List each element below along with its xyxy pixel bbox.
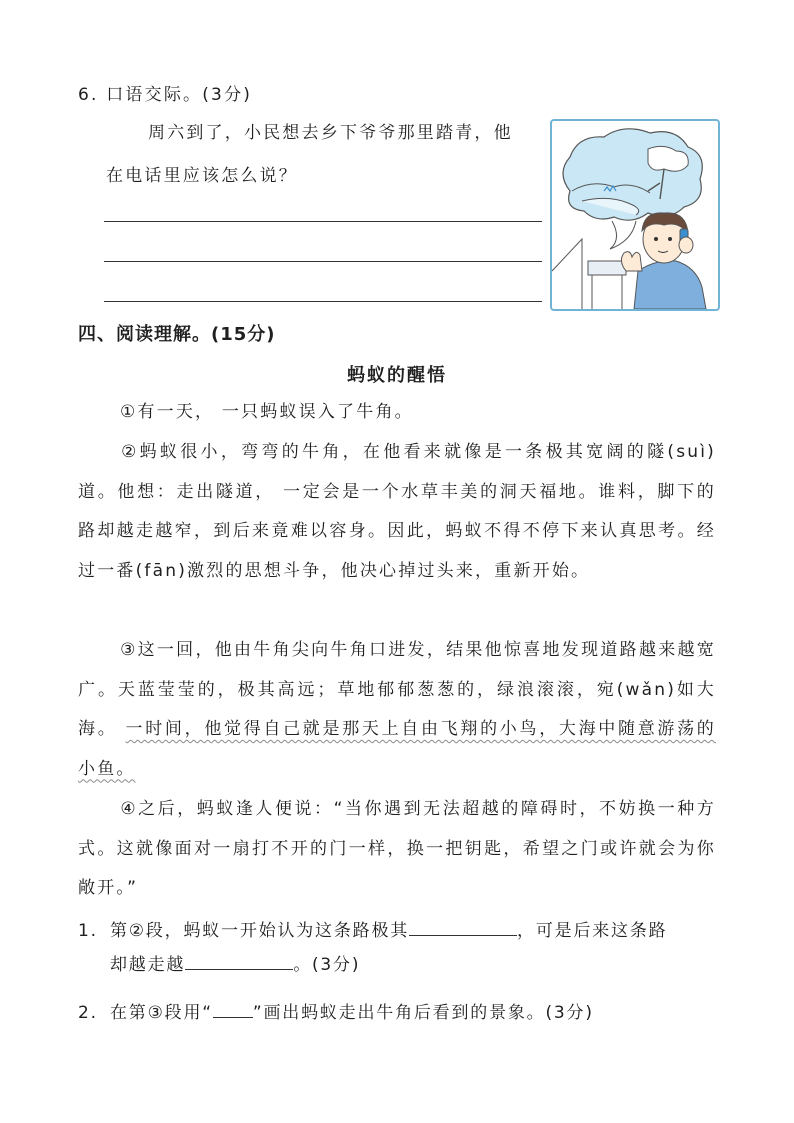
q6-prompt-line1: 周六到了，小民想去乡下爷爷那里踏青，他 (148, 123, 513, 143)
question-1 (78, 914, 718, 982)
q1-blank-1[interactable] (409, 919, 517, 936)
p2-text: ②蚂蚁很小，弯弯的牛角，在他看来就像是一条极其宽阔的隧(suì)道。他想：走出隧道， 一定会是一个水草丰美的洞天福地。谁料，脚下的路却越走越窄，到后来竟难以容身。因此，蚂蚁不得不停下来认真思考。经过一番(fān)激烈的思想斗争，他决心掉过头来，重新开始。 (78, 442, 716, 581)
p4-text: ④之后，蚂蚁逢人便说：“当你遇到无法超越的障碍时，不妨换一种方式。这就像面对一扇打不开的门一样，换一把钥匙，希望之门或许就会为你敞开。” (78, 799, 716, 898)
q2-number: 2. (78, 1003, 98, 1023)
question-2 (78, 996, 718, 1030)
boy-eye-right (668, 237, 672, 241)
passage-paragraph-2 (78, 433, 716, 591)
passage-title: 蚂蚁的醒悟 (347, 365, 447, 386)
answer-line-3[interactable] (104, 301, 542, 302)
q1-text-c: 却越走越 (110, 955, 186, 975)
passage-paragraph-1 (78, 393, 716, 433)
phone-call-illustration (550, 119, 720, 311)
answer-line-2[interactable] (104, 261, 542, 262)
p1-text: ①有一天， 一只蚂蚁误入了牛角。 (120, 402, 414, 422)
q2-text-a: 在第③段用“ (110, 1003, 213, 1023)
q2-underline-sample (213, 1001, 253, 1018)
q1-blank-2[interactable] (185, 953, 293, 970)
cloud-tail (610, 221, 636, 249)
p3-text: ③这一回，他由牛角尖向牛角口进发，结果他惊喜地发现道路越来越宽广。天蓝莹莹的，极其高远；草地郁郁葱葱的，绿浪滚滚，宛(wǎn)如大海。 (78, 640, 716, 739)
answer-line-1[interactable] (104, 221, 542, 222)
boy-hand-phone (679, 237, 693, 253)
desk-legs (592, 275, 622, 309)
q6-heading: 6. 口语交际。(3分) (78, 85, 253, 105)
q1-text-a: 第②段，蚂蚁一开始认为这条路极其 (110, 921, 410, 941)
boy-waving-hand (621, 252, 642, 271)
q1-number: 1. (78, 921, 98, 941)
q1-text-b: ，可是后来这条路 (517, 921, 668, 941)
boy-eye-left (654, 237, 658, 241)
desk-top (588, 261, 626, 275)
q2-text-b: ”画出蚂蚁走出牛角后看到的景象。(3分) (252, 1003, 594, 1023)
wall-corner (552, 239, 582, 309)
q6-prompt-line2: 在电话里应该怎么说？ (106, 166, 298, 186)
passage-paragraph-4 (78, 790, 716, 909)
passage-paragraph-3 (78, 631, 716, 789)
q1-text-d: 。(3分) (293, 955, 361, 975)
boy-shirt (634, 261, 706, 309)
boy-phone-drawing (552, 121, 718, 309)
p3-wavy-underlined-text: 一时间，他觉得自己就是那天上自由飞翔的小鸟，大海中随意游荡的小鱼。 (78, 719, 716, 779)
section4-heading: 四、阅读理解。(15分) (78, 324, 276, 345)
